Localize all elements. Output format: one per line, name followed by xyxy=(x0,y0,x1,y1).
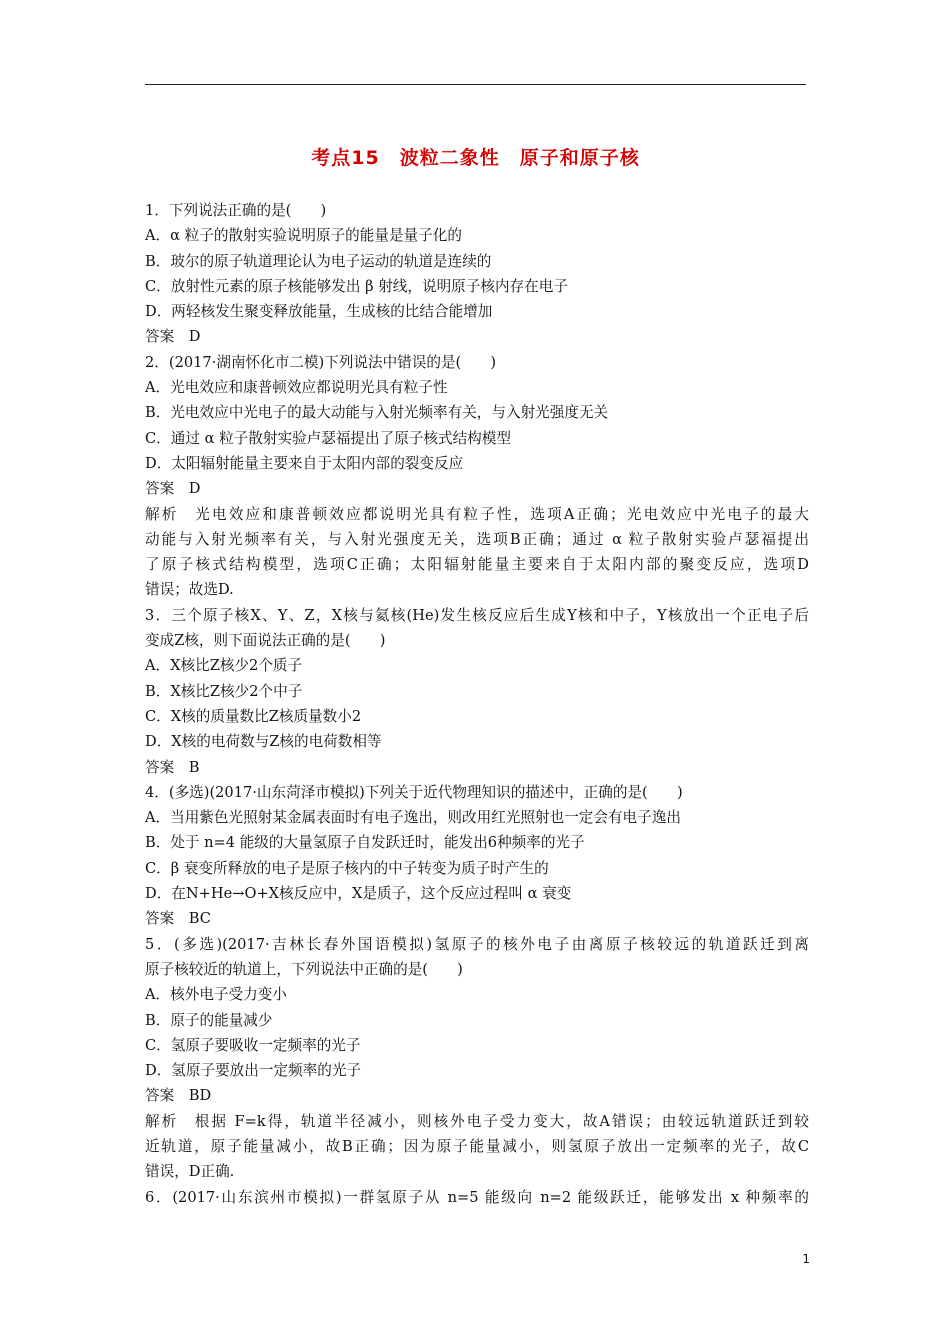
text-line: 解析 光电效应和康普顿效应都说明光具有粒子性，选项A正确；光电效应中光电子的最大 xyxy=(145,505,809,523)
text-line: C．X核的质量数比Z核质量数小2 xyxy=(145,707,362,725)
text-line: D．氢原子要放出一定频率的光子 xyxy=(145,1062,362,1080)
document-body xyxy=(145,198,809,1210)
page-title: 考点15 波粒二象性 原子和原子核 xyxy=(311,147,640,169)
text-line: C．通过 α 粒子散射实验卢瑟福提出了原子核式结构模型 xyxy=(145,429,511,447)
text-line: D．X核的电荷数与Z核的电荷数相等 xyxy=(145,733,382,751)
text-line: B．X核比Z核少2个中子 xyxy=(145,682,303,700)
text-line: D．两轻核发生聚变释放能量，生成核的比结合能增加 xyxy=(145,303,493,321)
text-line: 答案 D xyxy=(145,328,201,346)
text-line: A．核外电子受力变小 xyxy=(145,986,287,1004)
text-line: C．放射性元素的原子核能够发出 β 射线，说明原子核内存在电子 xyxy=(145,277,568,295)
text-line: 1．下列说法正确的是( ) xyxy=(145,202,327,219)
text-line: C．氢原子要吸收一定频率的光子 xyxy=(145,1036,361,1054)
text-line: A．α 粒子的散射实验说明原子的能量是量子化的 xyxy=(145,227,462,245)
header-rule xyxy=(145,84,806,85)
text-line: C．β 衰变所释放的电子是原子核内的中子转变为质子时产生的 xyxy=(145,859,549,877)
text-line: 答案 B xyxy=(145,758,200,776)
text-line: B．原子的能量减少 xyxy=(145,1011,273,1029)
text-line: 6．(2017·山东滨州市模拟)一群氢原子从 n=5 能级向 n=2 能级跃迁，能够发出 x 种频率的 xyxy=(145,1188,809,1206)
page-number: 1 xyxy=(802,1252,810,1266)
text-line: 答案 D xyxy=(145,480,201,498)
text-line: 错误；故选D. xyxy=(145,581,234,599)
text-line: 原子核较近的轨道上，下列说法中正确的是( ) xyxy=(145,960,463,978)
text-line: B．处于 n=4 能级的大量氢原子自发跃迁时，能发出6种频率的光子 xyxy=(145,834,585,852)
text-line: A．当用紫色光照射某金属表面时有电子逸出，则改用红光照射也一定会有电子逸出 xyxy=(145,809,681,827)
text-line: 答案 BD xyxy=(145,1087,212,1105)
text-line: D．太阳辐射能量主要来自于太阳内部的裂变反应 xyxy=(145,454,464,472)
text-line: 了原子核式结构模型，选项C正确；太阳辐射能量主要来自于太阳内部的聚变反应，选项D xyxy=(145,556,809,574)
text-line: 错误，D正确. xyxy=(145,1163,235,1181)
text-line: A．光电效应和康普顿效应都说明光具有粒子性 xyxy=(145,379,448,397)
text-line: 3．三个原子核X、Y、Z，X核与氦核(He)发生核反应后生成Y核和中子，Y核放出一个正电子后 xyxy=(145,606,809,624)
text-line: 2．(2017·湖南怀化市二模)下列说法中错误的是( ) xyxy=(145,353,497,371)
text-line: B．光电效应中光电子的最大动能与入射光频率有关，与入射光强度无关 xyxy=(145,404,609,422)
text-line: 答案 BC xyxy=(145,910,211,928)
text-line: 动能与入射光频率有关，与入射光强度无关，选项B正确；通过 α 粒子散射实验卢瑟福提出 xyxy=(145,530,809,548)
text-line: 解析 根据 F=k得，轨道半径减小，则核外电子受力变大，故A错误；由较远轨道跃迁到较 xyxy=(145,1112,809,1130)
text-line: 4．(多选)(2017·山东菏泽市模拟)下列关于近代物理知识的描述中，正确的是( ) xyxy=(145,783,683,801)
text-line: A．X核比Z核少2个质子 xyxy=(145,657,303,675)
text-line: 5．(多选)(2017·吉林长春外国语模拟)氢原子的核外电子由离原子核较远的轨道跃迁到离 xyxy=(145,935,809,953)
text-line: 变成Z核，则下面说法正确的是( ) xyxy=(145,632,386,650)
text-line: B．玻尔的原子轨道理论认为电子运动的轨道是连续的 xyxy=(145,252,492,270)
text-line: D．在N+He→O+X核反应中，X是质子，这个反应过程叫 α 衰变 xyxy=(145,885,572,903)
text-line: 近轨道，原子能量减小，故B正确；因为原子能量减小，则氢原子放出一定频率的光子，故C xyxy=(145,1137,809,1155)
